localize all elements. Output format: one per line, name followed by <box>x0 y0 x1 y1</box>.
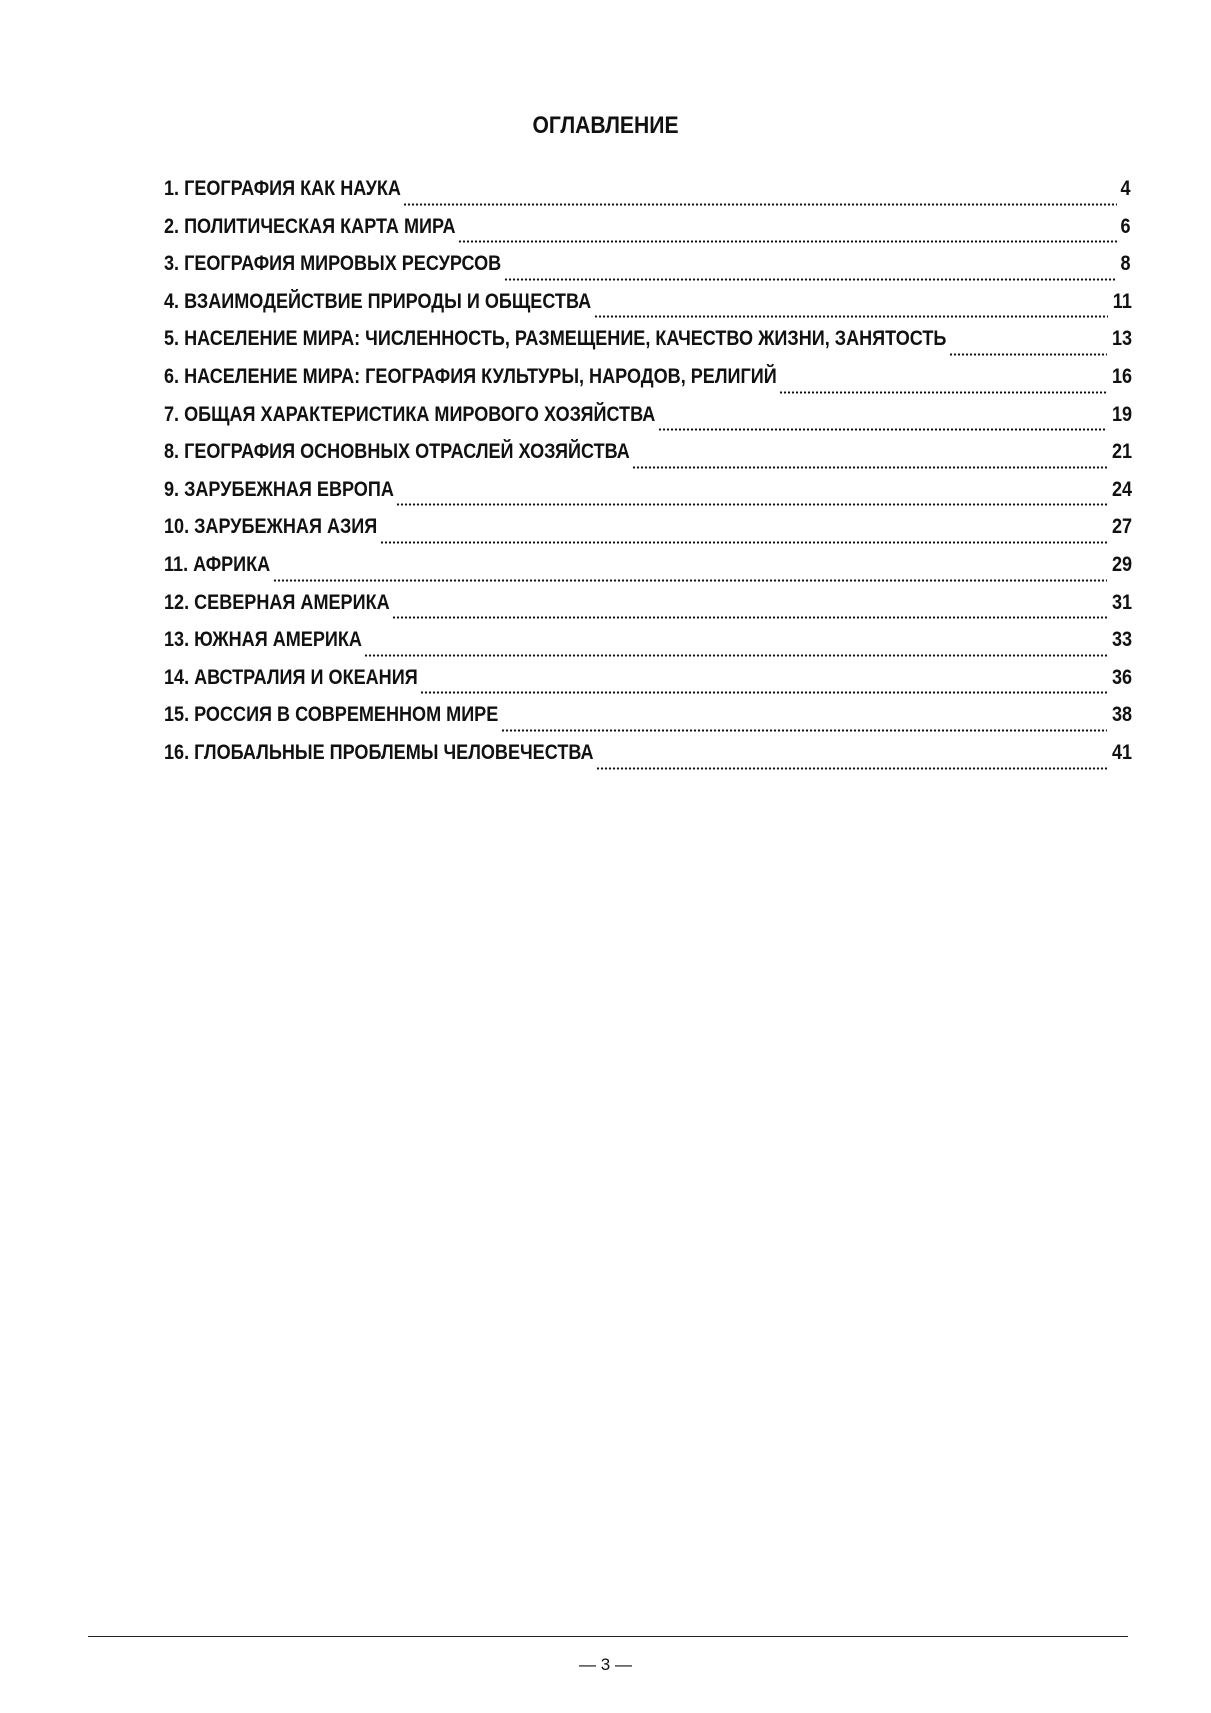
dot-leader <box>396 503 1107 506</box>
dot-leader <box>380 541 1107 544</box>
toc-entry-label: 1. ГЕОГРАФИЯ КАК НАУКА <box>164 177 401 200</box>
toc-entry-page-number: 11 <box>1112 289 1132 313</box>
toc-entry-label: 5. НАСЕЛЕНИЕ МИРА: ЧИСЛЕННОСТЬ, РАЗМЕЩЕНИЕ, КАЧЕСТВО ЖИЗНИ, ЗАНЯТОСТЬ <box>164 327 947 351</box>
toc-entry[interactable] <box>164 590 1133 629</box>
toc-entry-label-wrap <box>164 440 630 464</box>
toc-entry-label: 9. ЗАРУБЕЖНАЯ ЕВРОПА <box>164 477 394 501</box>
toc-entry-label-wrap <box>164 327 947 351</box>
toc-entry-page-number: 33 <box>1111 628 1133 652</box>
toc-entry-page-number: 21 <box>1111 440 1133 464</box>
toc-entry-label: 6. НАСЕЛЕНИЕ МИРА: ГЕОГРАФИЯ КУЛЬТУРЫ, НАРОДОВ, РЕЛИГИЙ <box>164 364 777 388</box>
toc-entry-label-wrap <box>164 666 418 690</box>
toc-entry-label-wrap <box>164 628 362 652</box>
dot-leader <box>273 579 1107 582</box>
toc-entry[interactable] <box>164 327 1133 365</box>
toc-entry[interactable] <box>164 552 1133 591</box>
toc-entry-label-wrap <box>164 177 401 201</box>
toc-entry-label-wrap <box>164 553 271 577</box>
toc-entry-label-wrap <box>164 591 390 615</box>
dot-leader <box>403 203 1117 206</box>
toc-entry-page-number: 13 <box>1111 327 1133 351</box>
toc-entry-page-number: 38 <box>1111 703 1133 727</box>
toc-entry-page-number: 27 <box>1111 515 1133 539</box>
dot-leader <box>779 391 1107 394</box>
toc-entry-page-number: 6 <box>1120 214 1131 238</box>
dot-leader <box>632 466 1107 469</box>
toc-entry-label-wrap <box>164 703 499 727</box>
toc-entry[interactable] <box>164 290 1130 328</box>
toc-entry[interactable] <box>164 703 1133 741</box>
dot-leader <box>594 315 1108 318</box>
toc-entry[interactable] <box>164 364 1133 403</box>
toc-entry-page-number: 4 <box>1120 177 1131 200</box>
toc-entry[interactable] <box>164 740 1133 779</box>
toc-entry-label: 2. ПОЛИТИЧЕСКАЯ КАРТА МИРА <box>164 214 456 238</box>
toc-entry-page-number: 31 <box>1111 590 1133 614</box>
toc-entry-label-wrap <box>164 365 777 389</box>
toc-entry-label: 15. РОССИЯ В СОВРЕМЕННОМ МИРЕ <box>164 703 499 727</box>
toc-entry-page-number: 16 <box>1111 364 1133 388</box>
toc-entry-label-wrap <box>164 478 394 502</box>
dot-leader <box>420 691 1107 694</box>
dot-leader <box>658 428 1107 431</box>
footer-divider <box>88 1636 1128 1637</box>
dot-leader <box>504 278 1117 281</box>
toc-entry[interactable] <box>164 252 1130 290</box>
toc-entry-label-wrap <box>164 290 592 314</box>
table-of-contents <box>164 177 1133 779</box>
toc-entry-label: 16. ГЛОБАЛЬНЫЕ ПРОБЛЕМЫ ЧЕЛОВЕЧЕСТВА <box>164 740 594 764</box>
toc-entry-page-number: 24 <box>1111 477 1133 501</box>
dot-leader <box>501 729 1107 732</box>
page-title: ОГЛАВЛЕНИЕ <box>532 112 679 139</box>
toc-entry-page-number: 19 <box>1111 402 1133 426</box>
toc-entry[interactable] <box>164 515 1133 553</box>
toc-entry[interactable] <box>164 477 1133 516</box>
toc-entry-label: 7. ОБЩАЯ ХАРАКТЕРИСТИКА МИРОВОГО ХОЗЯЙСТВА <box>164 402 656 426</box>
toc-entry-label: 10. ЗАРУБЕЖНАЯ АЗИЯ <box>164 515 378 539</box>
toc-entry[interactable] <box>164 215 1130 253</box>
toc-entry-page-number: 36 <box>1111 665 1133 689</box>
dot-leader <box>392 616 1107 619</box>
toc-entry-label-wrap <box>164 403 656 427</box>
toc-entry[interactable] <box>164 440 1133 478</box>
toc-entry-label-wrap <box>164 741 594 765</box>
toc-entry-page-number: 29 <box>1111 552 1133 576</box>
dot-leader <box>949 353 1107 356</box>
toc-entry[interactable] <box>164 177 1130 215</box>
toc-entry-label: 12. СЕВЕРНАЯ АМЕРИКА <box>164 590 390 614</box>
dot-leader <box>458 240 1117 243</box>
toc-entry-label: 4. ВЗАИМОДЕЙСТВИЕ ПРИРОДЫ И ОБЩЕСТВА <box>164 289 592 313</box>
toc-entry[interactable] <box>164 402 1133 441</box>
toc-entry-page-number: 41 <box>1111 740 1133 764</box>
toc-entry-label-wrap <box>164 215 456 239</box>
toc-entry[interactable] <box>164 665 1133 704</box>
toc-entry-label: 3. ГЕОГРАФИЯ МИРОВЫХ РЕСУРСОВ <box>164 252 502 276</box>
dot-leader <box>596 767 1107 770</box>
toc-entry-label-wrap <box>164 252 502 276</box>
toc-entry-label: 13. ЮЖНАЯ АМЕРИКА <box>164 628 362 652</box>
page-number: — 3 — <box>579 1655 632 1674</box>
toc-entry-label: 11. АФРИКА <box>164 552 271 576</box>
toc-entry[interactable] <box>164 628 1133 666</box>
dot-leader <box>364 654 1107 657</box>
toc-entry-label: 8. ГЕОГРАФИЯ ОСНОВНЫХ ОТРАСЛЕЙ ХОЗЯЙСТВА <box>164 440 630 464</box>
toc-entry-page-number: 8 <box>1120 252 1131 276</box>
toc-entry-label-wrap <box>164 515 378 539</box>
toc-entry-label: 14. АВСТРАЛИЯ И ОКЕАНИЯ <box>164 665 418 689</box>
